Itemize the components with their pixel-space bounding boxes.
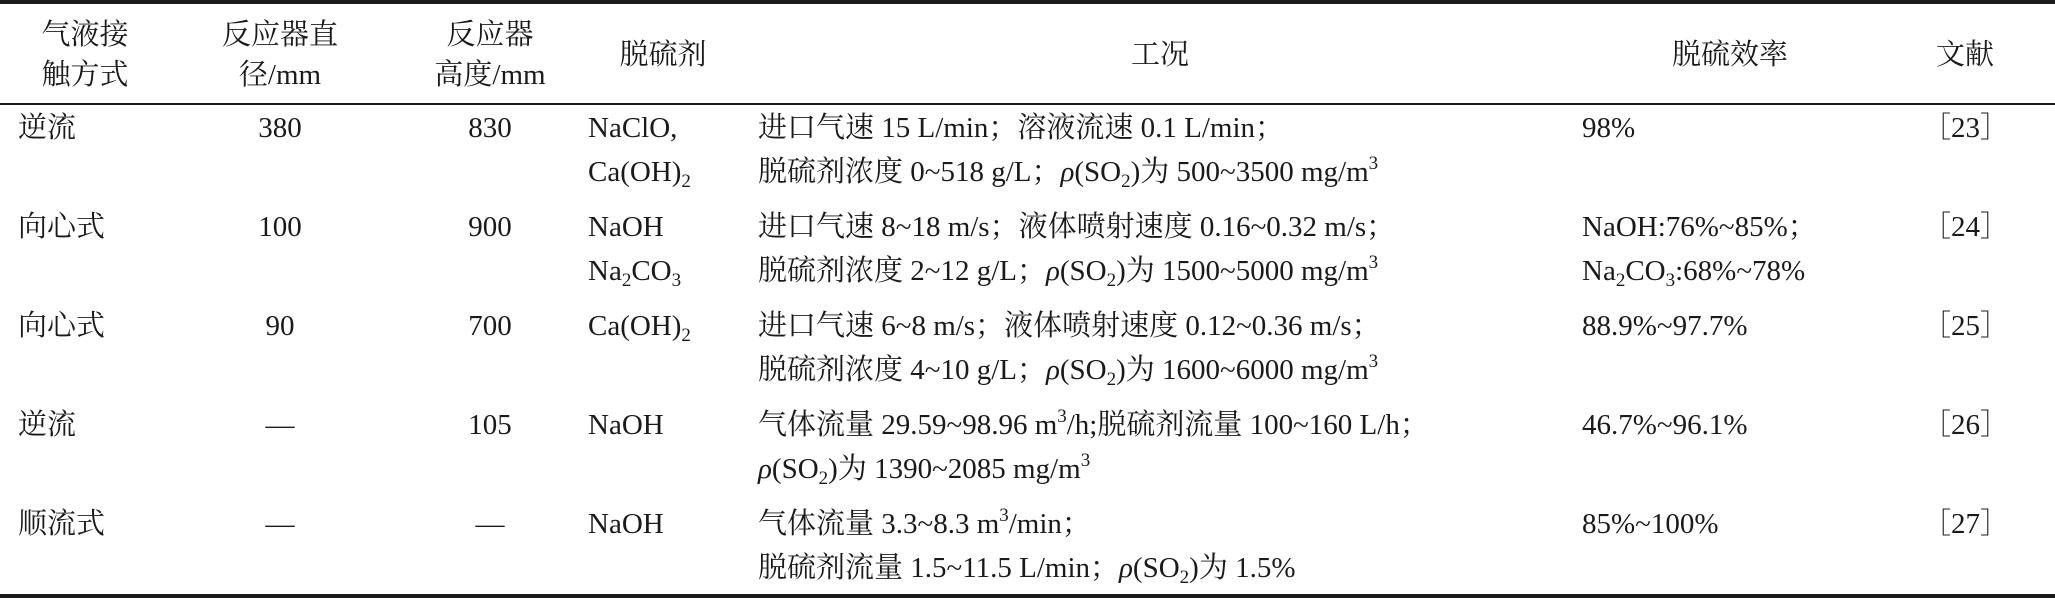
cell-agent (588, 106, 691, 194)
conditions-line1: 进口气速 6~8 m/s；液体喷射速度 0.12~0.36 m/s； (758, 310, 1381, 342)
conditions-line2 (758, 249, 1395, 293)
agent-formula: Ca(OH) (588, 310, 682, 342)
cell-conditions (758, 106, 1378, 194)
conditions-line2 (758, 348, 1381, 392)
conditions-line2 (758, 447, 1429, 491)
rho-symbol: ρ (758, 453, 772, 485)
header-agent: 脱硫剂 (619, 39, 707, 71)
subscript: 2 (1106, 270, 1117, 291)
conditions-text: )为 1.5% (1189, 552, 1296, 584)
superscript: 3 (1368, 351, 1379, 372)
header-diameter-line2: 径/mm (238, 59, 322, 91)
agent-formula: Na (588, 255, 622, 287)
cell-contact: 逆流 (18, 409, 77, 441)
cell-conditions (758, 403, 1429, 491)
cell-height: 700 (468, 310, 512, 342)
conditions-text: )为 1600~6000 mg/m (1116, 354, 1369, 386)
cell-diameter: 380 (258, 112, 302, 144)
cell-height: 900 (468, 211, 512, 243)
agent-subscript: 2 (681, 325, 691, 346)
subscript: 2 (818, 468, 829, 489)
rho-symbol: ρ (1119, 552, 1133, 584)
subscript: 2 (1615, 270, 1626, 291)
cell-efficiency: 46.7%~96.1% (1582, 409, 1748, 441)
conditions-text: 气体流量 3.3~8.3 m (758, 508, 1000, 540)
conditions-text: (SO (1132, 552, 1180, 584)
efficiency-text: :68%~78% (1675, 255, 1806, 287)
cell-reference: ［25］ (1922, 310, 2010, 342)
subscript: 2 (1121, 171, 1131, 192)
cell-agent (588, 304, 691, 348)
agent-line2 (588, 150, 691, 194)
conditions-text: (SO (1059, 354, 1107, 386)
conditions-text: (SO (1074, 156, 1122, 188)
conditions-text: 脱硫剂浓度 4~10 g/L； (758, 354, 1046, 386)
superscript: 3 (1080, 450, 1091, 471)
rho-symbol: ρ (1060, 156, 1075, 188)
agent-line1 (588, 304, 691, 348)
agent-formula: Ca(OH) (588, 156, 682, 188)
agent-subscript: 3 (671, 270, 682, 291)
cell-contact: 向心式 (18, 211, 106, 243)
agent-subscript: 2 (621, 270, 632, 291)
superscript: 3 (1368, 252, 1379, 273)
efficiency-line2 (1582, 249, 1817, 293)
conditions-text: )为 500~3500 mg/m (1130, 156, 1369, 188)
conditions-text: 脱硫剂浓度 2~12 g/L； (758, 255, 1046, 287)
conditions-text: 脱硫剂流量 1.5~11.5 L/min； (758, 552, 1119, 584)
cell-efficiency: 88.9%~97.7% (1582, 310, 1748, 342)
cell-reference: ［23］ (1922, 112, 2010, 144)
superscript: 3 (999, 505, 1009, 526)
conditions-text: )为 1500~5000 mg/m (1116, 255, 1369, 287)
agent-line1: NaOH (588, 211, 664, 243)
efficiency-line1: NaOH:76%~85%； (1582, 211, 1817, 243)
agent-formula: CO (631, 255, 672, 287)
cell-agent (588, 205, 681, 293)
cell-height: 830 (468, 112, 512, 144)
header-height (410, 8, 570, 102)
rho-symbol: ρ (1045, 255, 1060, 287)
header-efficiency: 脱硫效率 (1671, 39, 1788, 71)
header-conditions: 工况 (1130, 39, 1189, 71)
cell-conditions (758, 502, 1295, 590)
header-height-line1: 反应器 (446, 19, 534, 51)
conditions-text: 气体流量 29.59~98.96 m (758, 409, 1058, 441)
bottom-rule (0, 594, 2055, 598)
conditions-line1 (758, 403, 1429, 447)
conditions-line2 (758, 150, 1378, 194)
agent-line2 (588, 249, 681, 293)
cell-contact: 逆流 (18, 112, 77, 144)
top-rule (0, 0, 2055, 4)
agent-subscript: 2 (681, 171, 691, 192)
efficiency-text: Na (1582, 255, 1616, 287)
header-contact-mode-line2: 触方式 (41, 59, 129, 91)
cell-reference: ［27］ (1922, 508, 2010, 540)
conditions-text: /min； (1008, 508, 1091, 540)
cell-conditions (758, 304, 1381, 392)
cell-diameter: — (265, 508, 295, 540)
subscript: 2 (1106, 369, 1117, 390)
cell-contact: 顺流式 (18, 508, 106, 540)
cell-efficiency: 85%~100% (1582, 508, 1719, 540)
conditions-line2 (758, 546, 1295, 590)
header-diameter-line1: 反应器直 (221, 19, 338, 51)
superscript: 3 (1057, 406, 1067, 427)
efficiency-text: CO (1625, 255, 1666, 287)
cell-diameter: — (265, 409, 295, 441)
cell-conditions (758, 205, 1395, 293)
cell-agent: NaOH (588, 508, 664, 540)
superscript: 3 (1368, 153, 1379, 174)
header-height-line2: 高度/mm (434, 59, 546, 91)
conditions-text: 脱硫剂浓度 0~518 g/L； (758, 156, 1061, 188)
cell-diameter: 90 (265, 310, 295, 342)
cell-contact: 向心式 (18, 310, 106, 342)
cell-efficiency (1582, 205, 1817, 293)
cell-height: 105 (468, 409, 512, 441)
conditions-line1: 进口气速 8~18 m/s；液体喷射速度 0.16~0.32 m/s； (758, 211, 1396, 243)
conditions-text: (SO (1059, 255, 1107, 287)
header-reference: 文献 (1935, 39, 1994, 71)
conditions-text: /h;脱硫剂流量 100~160 L/h； (1066, 409, 1429, 441)
subscript: 3 (1665, 270, 1676, 291)
cell-reference: ［24］ (1922, 211, 2010, 243)
subscript: 2 (1179, 567, 1190, 588)
header-diameter (200, 8, 360, 102)
cell-agent: NaOH (588, 409, 664, 441)
header-contact-mode-line1: 气液接 (41, 19, 129, 51)
cell-diameter: 100 (258, 211, 302, 243)
rho-symbol: ρ (1045, 354, 1060, 386)
cell-efficiency: 98% (1582, 112, 1636, 144)
conditions-line1: 进口气速 15 L/min；溶液流速 0.1 L/min； (758, 112, 1285, 144)
cell-reference: ［26］ (1922, 409, 2010, 441)
header-contact-mode (10, 8, 160, 102)
conditions-text: (SO (771, 453, 819, 485)
header-rule (0, 103, 2055, 105)
agent-line1: NaClO, (588, 112, 678, 144)
cell-height: — (475, 508, 505, 540)
conditions-line1 (758, 502, 1295, 546)
conditions-text: )为 1390~2085 mg/m (828, 453, 1081, 485)
